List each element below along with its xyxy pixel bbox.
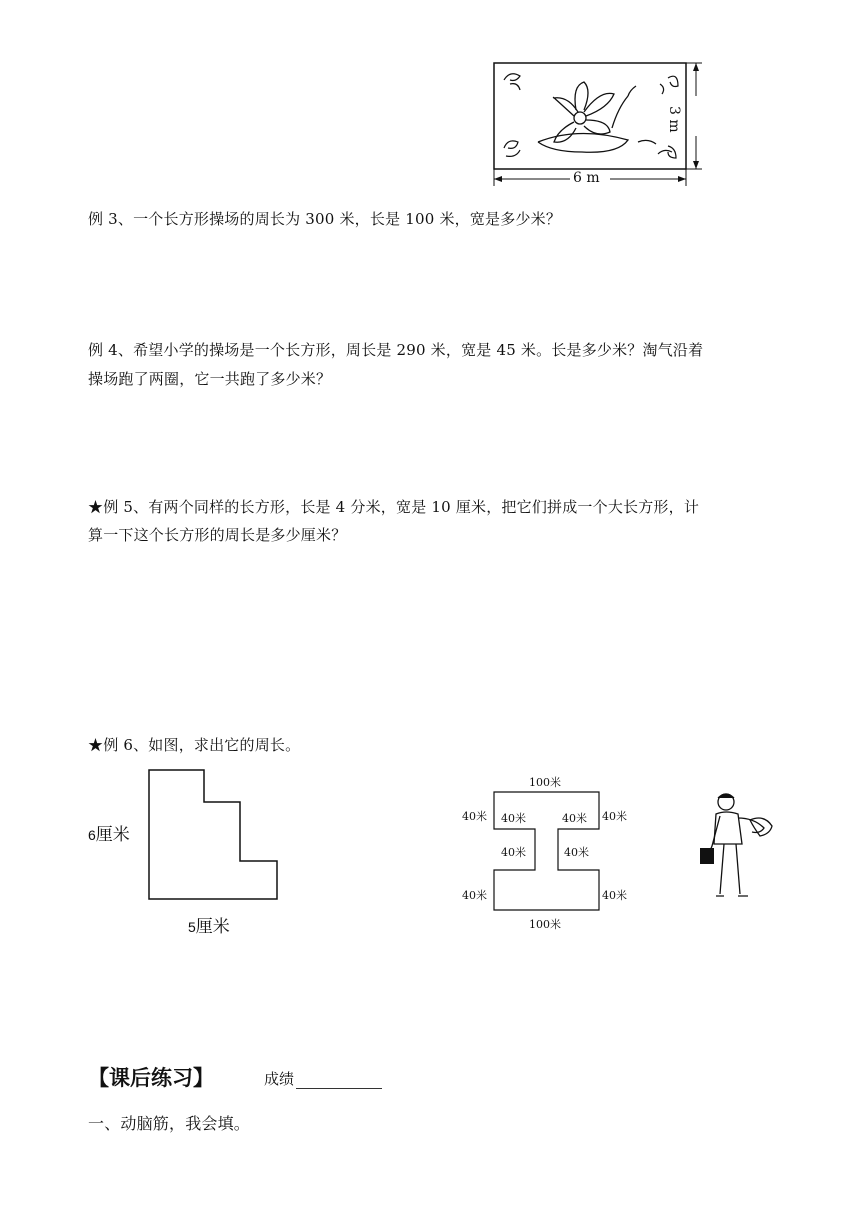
section-1-title: 一、动脑筋，我会填。 bbox=[88, 1114, 251, 1133]
staircase-figure bbox=[140, 766, 290, 906]
flower-icon bbox=[538, 82, 656, 152]
practice-heading: 【课后练习】 bbox=[88, 1066, 214, 1090]
example-5-line1: ★例 5、有两个同样的长方形，长是 4 分米，宽是 10 厘米，把它们拼成一个大长方形，计 bbox=[88, 498, 700, 516]
i-left-top-inner-label: 40米 bbox=[501, 812, 526, 825]
score-field[interactable] bbox=[264, 1068, 382, 1089]
staircase-width-label: 5厘米 bbox=[188, 917, 230, 936]
i-right-top-inner-label: 40米 bbox=[562, 812, 587, 825]
score-blank[interactable] bbox=[296, 1072, 382, 1089]
flower-width-label: 6 m bbox=[573, 170, 600, 186]
i-right-bottom-outer-label: 40米 bbox=[602, 889, 627, 902]
flower-height-label: 3 m bbox=[666, 106, 682, 133]
person-illustration bbox=[690, 790, 780, 910]
score-label: 成绩 bbox=[264, 1070, 295, 1088]
i-mid-right-label: 40米 bbox=[564, 846, 589, 859]
i-left-top-outer-label: 40米 bbox=[462, 810, 487, 823]
i-top-label: 100米 bbox=[529, 776, 561, 789]
example-3-text: 例 3、一个长方形操场的周长为 300 米，长是 100 米，宽是多少米？ bbox=[88, 210, 562, 228]
example-4-line2: 操场跑了两圈，它一共跑了多少米？ bbox=[88, 370, 332, 388]
i-left-bottom-outer-label: 40米 bbox=[462, 889, 487, 902]
staircase-height-label: 6厘米 bbox=[88, 825, 130, 844]
i-mid-left-label: 40米 bbox=[501, 846, 526, 859]
example-6-text: ★例 6、如图，求出它的周长。 bbox=[88, 736, 301, 754]
example-4-line1: 例 4、希望小学的操场是一个长方形，周长是 290 米，宽是 45 米。长是多少米？淘气沿着 bbox=[88, 341, 704, 359]
example-5-line2: 算一下这个长方形的周长是多少厘米？ bbox=[88, 526, 347, 544]
flower-frame bbox=[494, 63, 686, 169]
i-right-top-outer-label: 40米 bbox=[602, 810, 627, 823]
i-bottom-label: 100米 bbox=[529, 918, 561, 931]
